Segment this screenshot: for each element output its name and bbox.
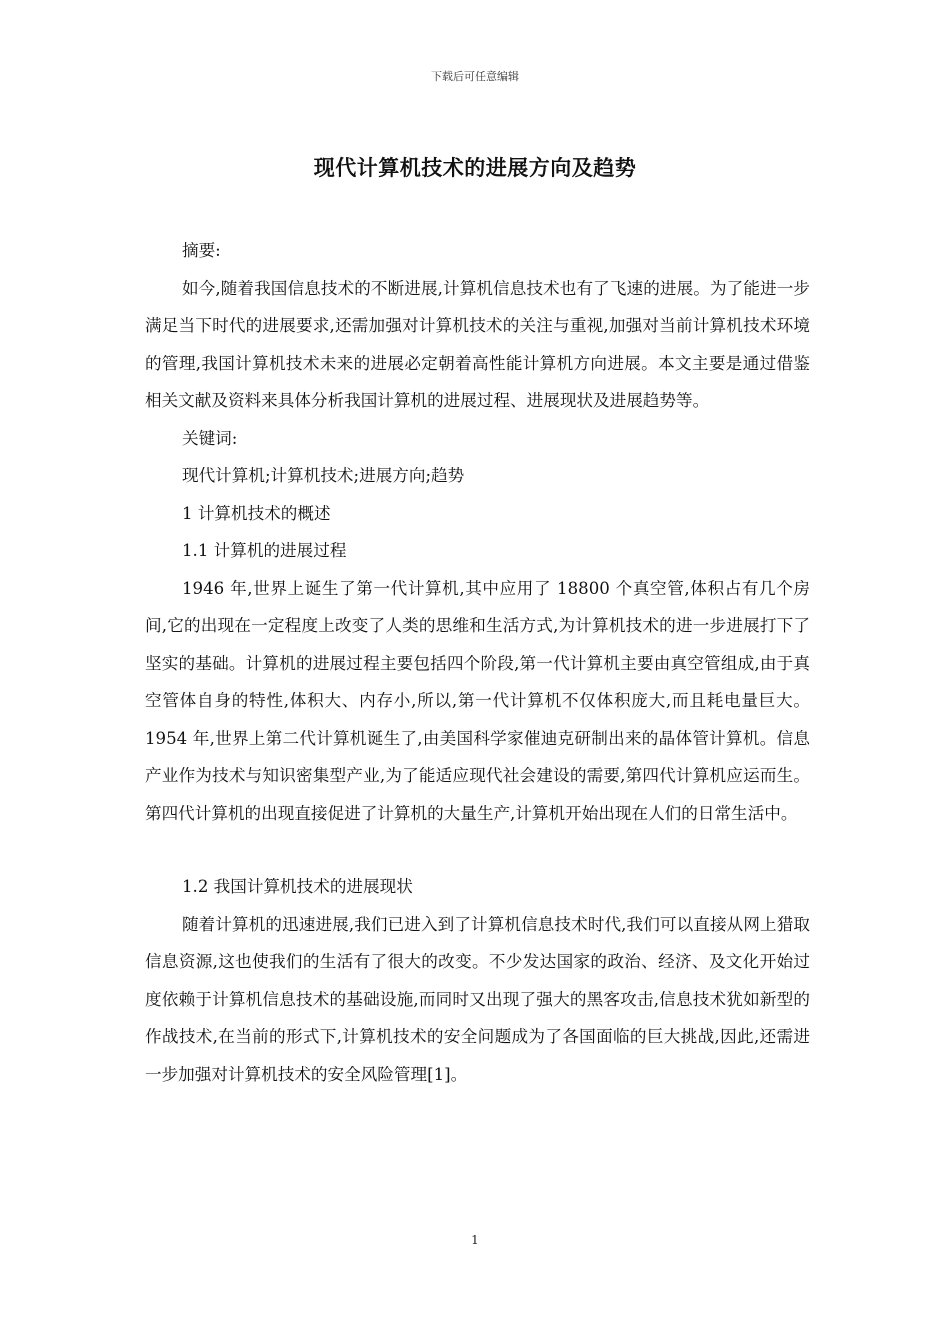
page-number: 1	[471, 1233, 479, 1247]
paragraph-status: 随着计算机的迅速进展,我们已进入到了计算机信息技术时代,我们可以直接从网上猎取信息资源,这也使我们的生活有了很大的改变。不少发达国家的政治、经济、及文化开始过度依赖于计算机信息技术的基础设施,而同时又出现了强大的黑客攻击,信息技术犹如新型的作战技术,在当前的形式下,计算机技术的安全问题成为了各国面临的巨大挑战,因此,还需进一步加强对计算机技术的安全风险管理[1]。	[145, 914, 810, 1084]
document-title: 现代计算机技术的进展方向及趋势	[313, 155, 637, 180]
document-body	[145, 232, 810, 1093]
subsection-heading-1-2: 1.2 我国计算机技术的进展现状	[182, 877, 413, 896]
keywords-list: 现代计算机;计算机技术;进展方向;趋势	[182, 466, 465, 485]
page-header: 下载后可任意编辑	[431, 70, 519, 83]
paragraph-history: 1946 年,世界上诞生了第一代计算机,其中应用了 18800 个真空管,体积占有几个房间,它的出现在一定程度上改变了人类的思维和生活方式,为计算机技术的进一步进展打下了坚实的基础。计算机的进展过程主要包括四个阶段,第一代计算机主要由真空管组成,由于真空管体自身的特性,体积大、内存小,所以,第一代计算机不仅体积庞大,而且耗电量巨大。1954 年,世界上第二代计算机诞生了,由美国科学家催迪克研制出来的晶体管计算机。信息产业作为技术与知识密集型产业,为了能适应现代社会建设的需要,第四代计算机应运而生。第四代计算机的出现直接促进了计算机的大量生产,计算机开始出现在人们的日常生活中。	[145, 578, 810, 823]
abstract-heading: 摘要:	[182, 241, 221, 260]
subsection-heading-1-1: 1.1 计算机的进展过程	[182, 541, 347, 560]
section-heading-1: 1 计算机技术的概述	[182, 503, 331, 523]
abstract-paragraph: 如今,随着我国信息技术的不断进展,计算机信息技术也有了飞速的进展。为了能进一步满足当下时代的进展要求,还需加强对计算机技术的关注与重视,加强对当前计算机技术环境的管理,我国计算机技术未来的进展必定朝着高性能计算机方向进展。本文主要是通过借鉴相关文献及资料来具体分析我国计算机的进展过程、进展现状及进展趋势等。	[145, 278, 810, 410]
paragraph-spacer	[145, 832, 810, 868]
keywords-heading: 关键词:	[182, 428, 238, 448]
